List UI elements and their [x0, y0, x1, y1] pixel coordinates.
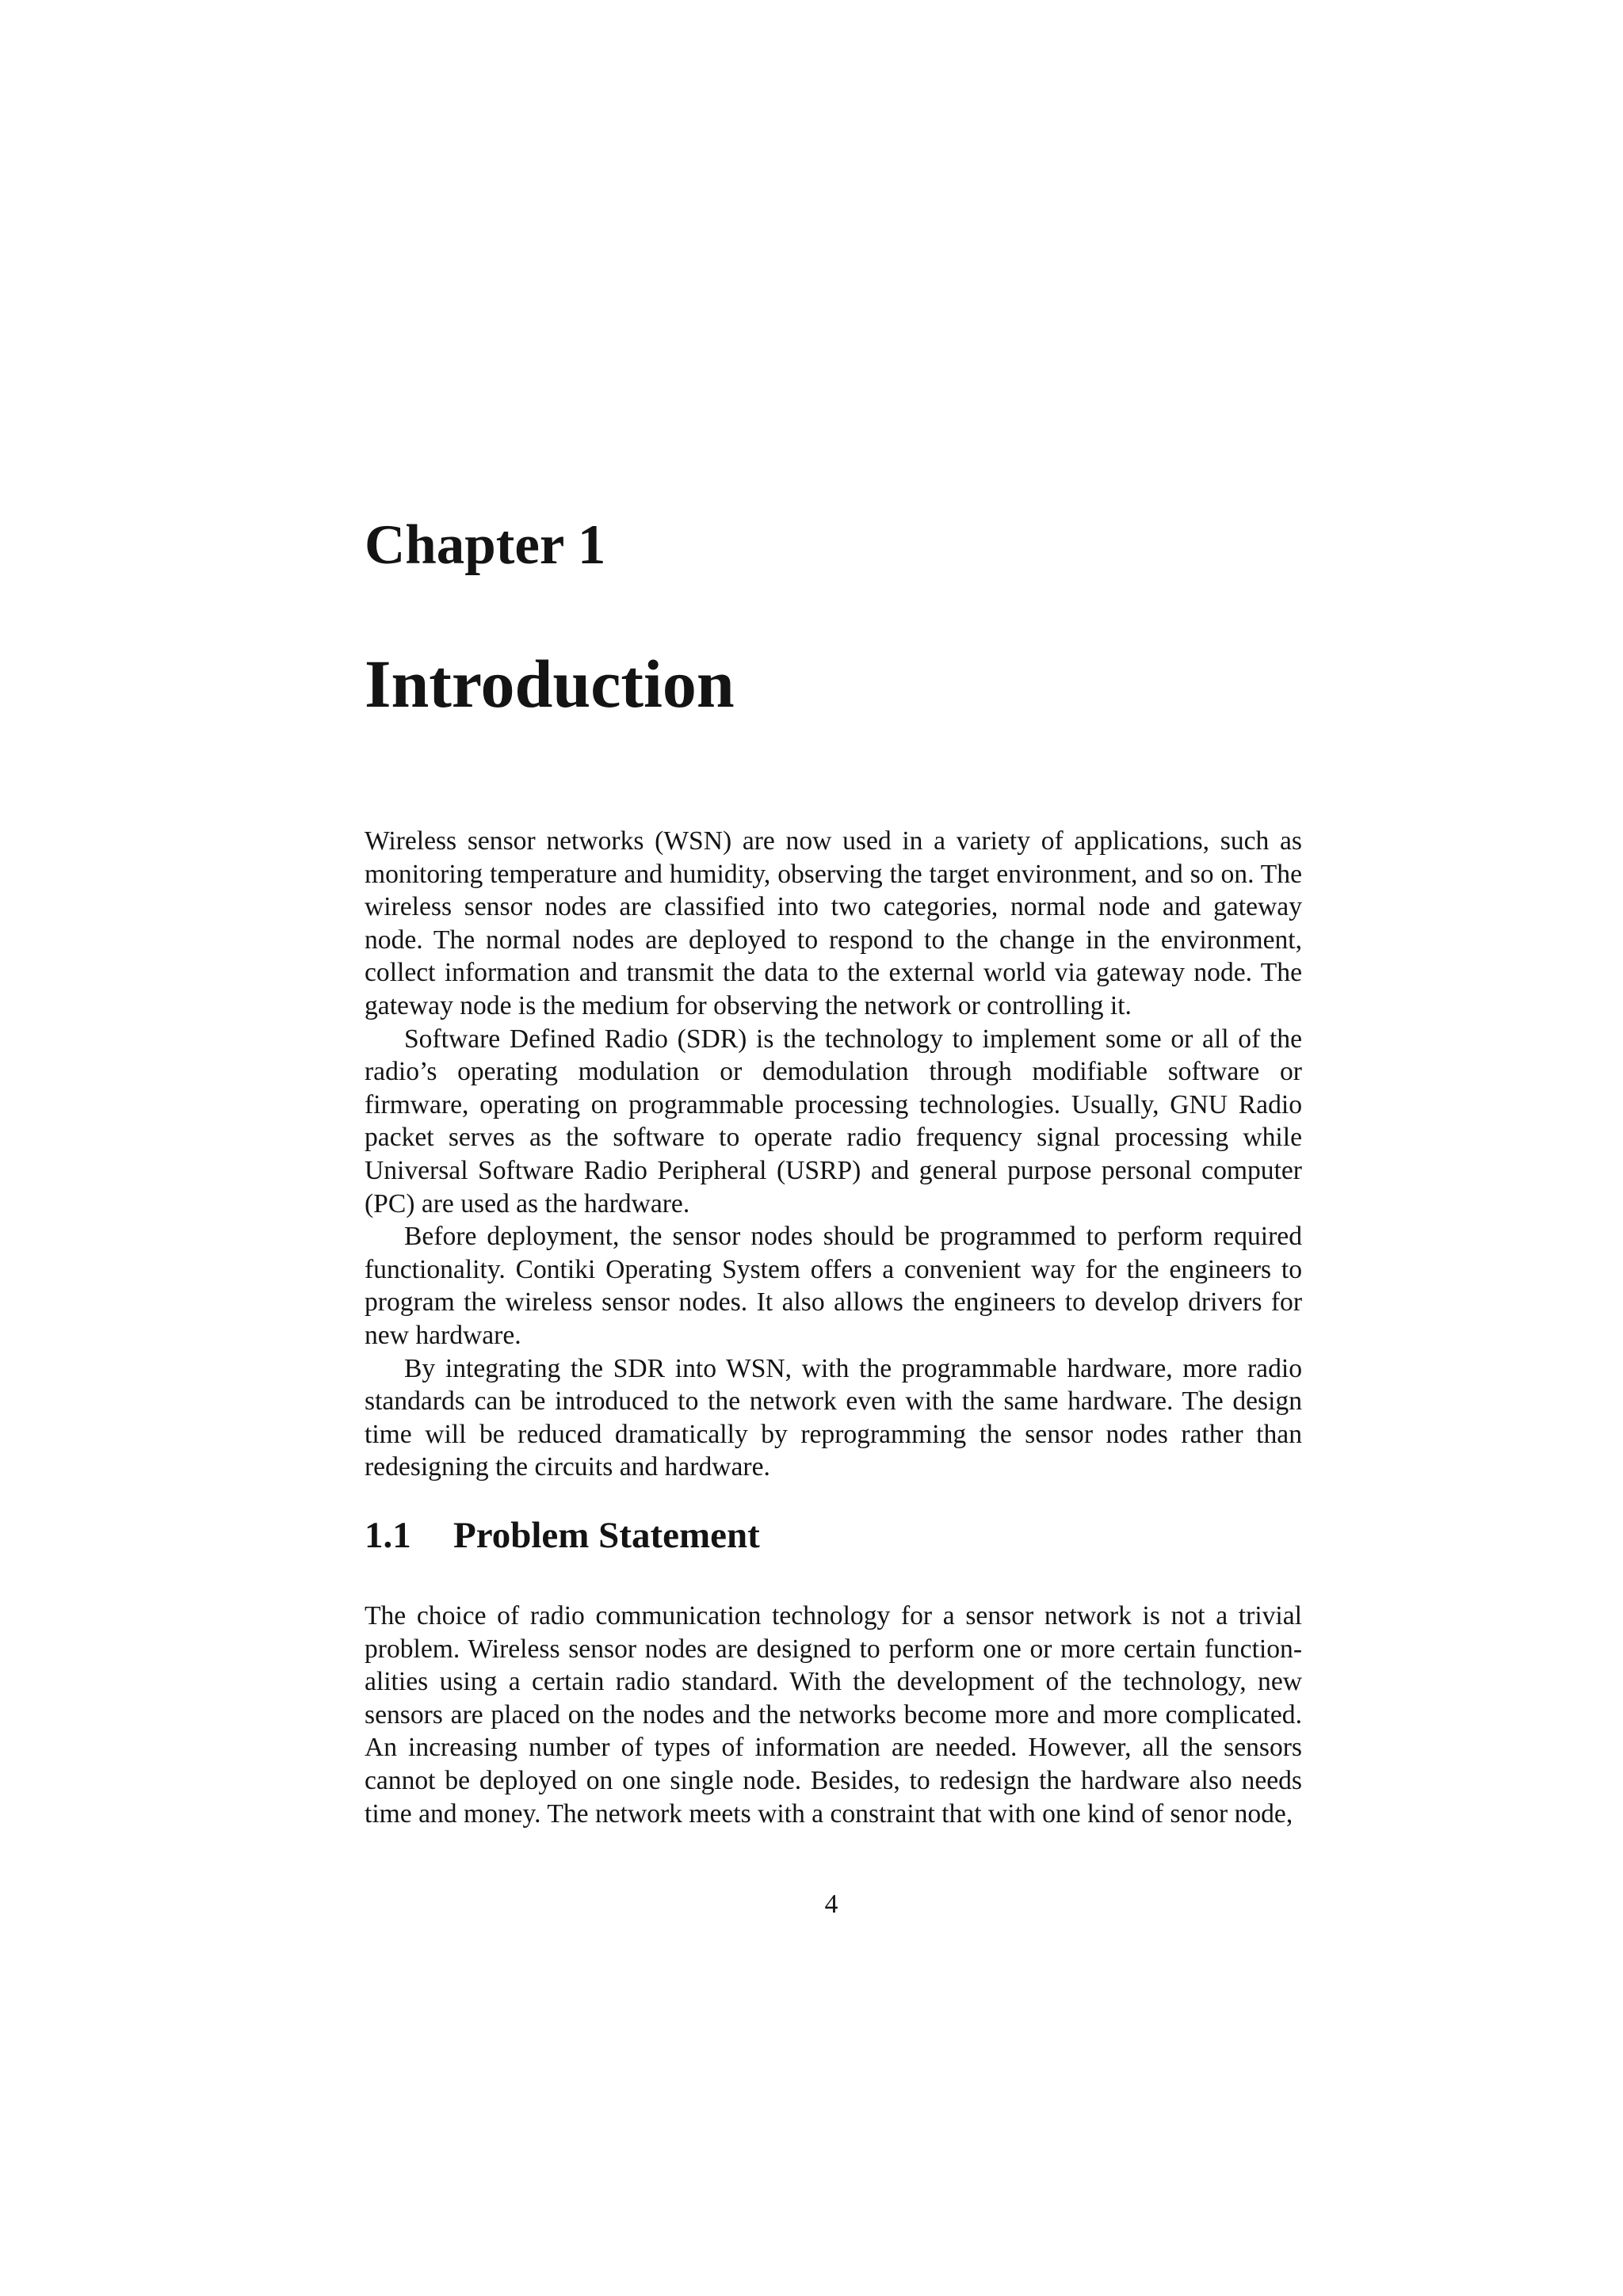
intro-paragraph: Wireless sensor networks (WSN) are now used in a variety of applications, such as monitoring temperature and humidity, observing the target environment, and so on. The wireless sensor nodes are classified into two categories, normal node and gateway node. The normal nodes are deployed to respond to the change in the environment, collect information and transmit the data to the external world via gateway node. The gateway node is the medium for observing the network or controlling it. [365, 826, 1302, 1020]
page-number: 4 [824, 1890, 838, 1919]
chapter-label: Chapter 1 [365, 514, 606, 576]
section-number: 1.1 [365, 1515, 411, 1556]
section-title: Problem Statement [453, 1515, 760, 1556]
intro-paragraph: Software Defined Radio (SDR) is the technology to implement some or all of the radio’s operating modulation or demodulation through modifiable software or firmware, operating on programmable processing technologies. Usually, GNU Radio packet serves as the software to operate radio frequency signal processing while Universal Software Radio Peripheral (USRP) and general purpose personal computer (PC) are used as the hardware. [365, 1024, 1302, 1219]
intro-body [365, 825, 1302, 1484]
problem-statement-body [365, 1600, 1302, 1830]
problem-paragraph: The choice of radio communication technology for a sensor network is not a trivial problem. Wireless sensor nodes are designed to perform one or more certain functionalities using a certain radio standard. With the development of the technology, new sensors are placed on the nodes and the networks become more and more complicated. An increasing number of types of information are needed. However, all the sensors cannot be deployed on one single node. Besides, to redesign the hardware also needs time and money. The network meets with a constraint that with one kind of senor node, [365, 1601, 1302, 1829]
intro-paragraph: Before deployment, the sensor nodes should be programmed to perform required functionality. Contiki Operating System offers a convenient way for the engineers to program the wireless sensor nodes. It also allows the engineers to develop drivers for new hardware. [365, 1222, 1302, 1350]
intro-paragraph: By integrating the SDR into WSN, with the programmable hardware, more radio standards can be introduced to the network even with the same hardware. The design time will be reduced dramatically by reprogramming the sensor nodes rather than redesigning the circuits and hardware. [365, 1353, 1302, 1482]
section-heading [365, 1517, 760, 1554]
chapter-title: Introduction [365, 646, 735, 722]
